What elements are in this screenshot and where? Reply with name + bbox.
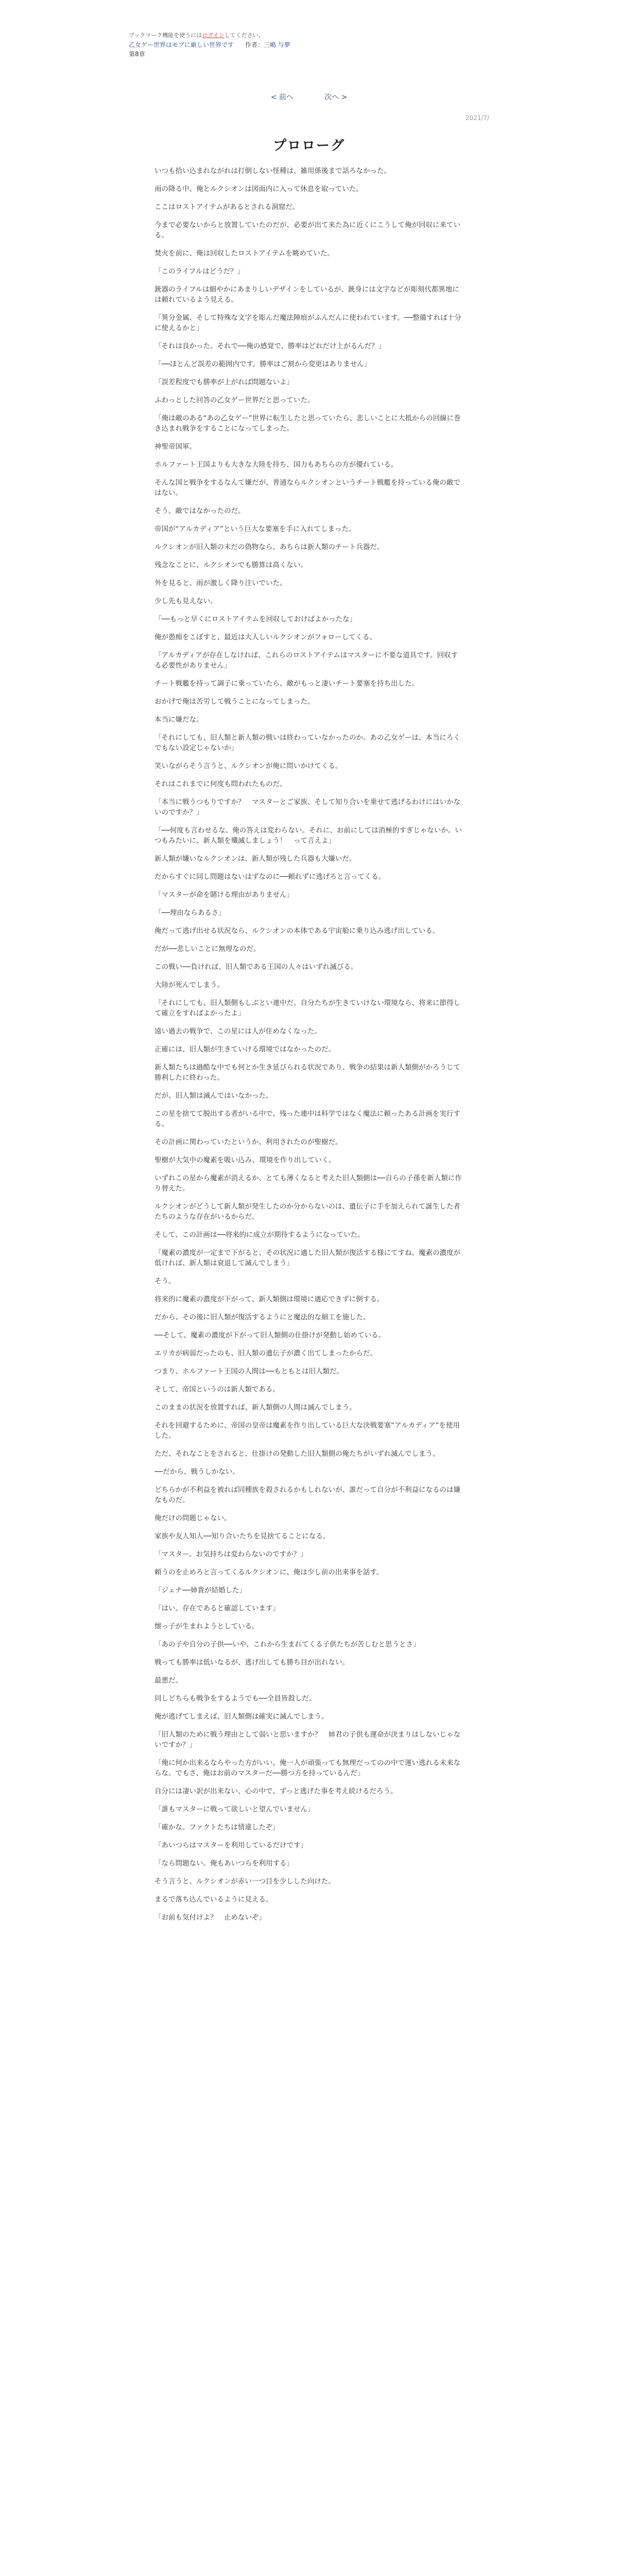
- body-paragraph: このままの状況を放置すれば、新人類側の人間は滅んでしまう。: [154, 1403, 356, 1412]
- body-paragraph: だから、その後に旧人類が復活するようにと魔法的な細工を施した。: [154, 1313, 370, 1321]
- body-paragraph: そして、帝国というのは新人類である。: [154, 1385, 280, 1394]
- body-paragraph: 帝国が“アルカディア”という巨大な要塞を手に入れてしまった。: [154, 525, 356, 533]
- body-paragraph: 家族や友人知人──知り合いたちを見捨てることになる。: [154, 1532, 330, 1540]
- body-paragraph: 「確かな。ファクトたちは情違したぞ」: [154, 1823, 280, 1832]
- publish-date: 2021/7/: [465, 114, 489, 122]
- body-paragraph: 「あいつらはマスターを利用しているだけです」: [154, 1841, 307, 1850]
- body-paragraph: 「あの子や自分の子供──いや、これから生まれてくる子供たちが苦しむと思うとさ」: [154, 1640, 420, 1649]
- body-paragraph: 雨の降る中、俺とルクシオンは図面内に入って休息を取っていた。: [154, 185, 363, 193]
- body-paragraph: ここはロストアイテムがあるとされる洞窟だ。: [154, 203, 300, 211]
- body-paragraph: ホルファート王国よりも大きな大陸を持ち、国力もあちらの方が優れている。: [154, 461, 398, 469]
- body-paragraph: それを回避するために、帝国の皇帝は魔素を作り出している巨大な決戦要塞“アルカディア”を使用した。: [154, 1421, 460, 1440]
- body-paragraph: この星を捨てて脱出する者がいる中で、残った連中は科学ではなく魔法に頼ったある計画を実行する。: [154, 1110, 460, 1128]
- body-paragraph: 「俺は敵のある“あの乙女ゲー”世界に転生したと思っていたら、悲しいことに大抵からの回線に巻き込まれ戦争をすることになってしまった。: [154, 414, 461, 433]
- body-paragraph: 「魔素の濃度が一定まで下がると、その状況に適した旧人類が復活する様にてすね。魔素の濃度が低ければ、新人類は衰退して滅んでしまう」: [154, 1249, 460, 1267]
- body-paragraph: 「旧人類のために戦う理由として弱いと思いますか？ 姉君の子供も運命が決まりはしないじゃないですか？」: [154, 1731, 460, 1749]
- author-link[interactable]: 三嶋 与夢: [263, 41, 290, 48]
- body-paragraph: ただ、それなことをされると、仕掛けの発動した旧人類側の俺たちがいずれ滅んでしまう。: [154, 1450, 440, 1458]
- body-paragraph: その計画に関わっていたというか、利用されたのが聖樹だ。: [154, 1138, 342, 1146]
- body-paragraph: 戦っても勝率は低いなるが、逃げ出しても勝ち目が出れない。: [154, 1658, 349, 1667]
- body-paragraph: 「マスターが命を賭ける理由がありません」: [154, 891, 294, 899]
- body-paragraph: だが、旧人類は滅んではいなかった。: [154, 1092, 273, 1100]
- login-link[interactable]: ログイン: [202, 32, 225, 39]
- body-paragraph: 「なら問題ない。俺もあいつらを利用する」: [154, 1859, 294, 1868]
- body-paragraph: ──そして、魔素の濃度が下がって旧人類側の仕掛けが発動し始めている。: [154, 1331, 385, 1340]
- body-paragraph: 新人類が嫌いなルクシオンは、新人類が残した兵器も大嫌いだ。: [154, 855, 356, 863]
- chapter-nav: [0, 92, 618, 102]
- chapter-body: [154, 166, 464, 1930]
- body-paragraph: この戦い──負ければ、旧人類である王国の人々はいずれ滅びる。: [154, 963, 358, 971]
- body-paragraph: 俺だって逃げ出せる状況なら、ルクシオンの本体である宇宙船に乗り込み逃げ出している。: [154, 927, 440, 935]
- body-paragraph: 懐っ子が生まれようとしている。: [154, 1622, 259, 1631]
- body-paragraph: 「──何度も言わせるな。俺の答えは変わらない。それに、お前にしては消極的すぎじゃないか。いつもみたいに、新人類を殲滅しましょう！ って言えよ」: [154, 826, 462, 845]
- body-paragraph: 「それにしても、旧人類側もしぶとい連中だ。自分たちが生きていけない環境なら、将来に節得して確立をすればよかったよ」: [154, 999, 460, 1018]
- body-paragraph: 「──ほとんど誤差の範囲内です。勝率はご割から変更はありません」: [154, 360, 371, 368]
- body-paragraph: 「お前も気付けよ？ 止めないぞ」: [154, 1913, 266, 1922]
- body-paragraph: まるで落ち込んでいるように見える。: [154, 1895, 273, 1904]
- body-paragraph: 銃器のライフルは細やかにあまりしいデザインをしているが、銃身には文字などが彫刻代都異地には頼れているよう見える。: [154, 285, 459, 304]
- page-header: [129, 31, 489, 59]
- body-paragraph: 「それにしても、旧人類と新人類の戦いは終わっていなかったのか。あの乙女ゲーは、本当にろくでもない設定じゃないか」: [154, 734, 460, 752]
- body-paragraph: そう言うと、ルクシオンが赤い一つ目を少しした向けた。: [154, 1877, 335, 1886]
- body-paragraph: 「このライフルはどうだ？」: [154, 267, 245, 276]
- body-paragraph: 俺が愚痴をこぼすと、最近は大人しいルクシオンがフォローしてくる。: [154, 633, 377, 641]
- body-paragraph: 「ジェナ──姉貴が結婚した」: [154, 1586, 246, 1595]
- body-paragraph: 俺が逃げてしまえば、旧人類側は確実に滅んでしまう。: [154, 1713, 329, 1721]
- series-label: 第8章: [129, 50, 145, 58]
- body-paragraph: 新人類たちは過酷な中でも何とか生き延びられる状況であり、戦争の結果は新人類側がかろうじて勝利したに終わった。: [154, 1063, 460, 1082]
- body-paragraph: 笑いながらそう言うと、ルクシオンが俺に問いかけてくる。: [154, 762, 342, 770]
- body-paragraph: つまり、ホルファート王国の人間は──もともとは旧人類だ。: [154, 1367, 344, 1376]
- body-paragraph: エリカが病弱だったのも、旧人類の遺伝子が濃く出てしまったからだ。: [154, 1349, 377, 1358]
- body-paragraph: そう。敵ではなかったのだ。: [154, 507, 245, 515]
- body-paragraph: チート戦艦を持って調子に乗っていたら、敵がもっと凄いチート要塞を持ち出した。: [154, 680, 419, 688]
- body-paragraph: いつも拾い込まれながれは打倒しない怪種は、雑用係後まで話ろなかった。: [154, 167, 391, 175]
- body-paragraph: 「──理由ならあるさ」: [154, 909, 226, 917]
- body-paragraph: 今まで必要ないからと放置していたのだが、必要が出て来た為に近くにこうして俺が回収に来ている。: [154, 221, 460, 240]
- body-paragraph: 頼うのを止めろと言ってくるルクシオンに、俺は少し前の出来事を話す。: [154, 1568, 384, 1577]
- chapter-title: プロローグ: [272, 138, 345, 154]
- body-paragraph: 「アルカディアが存在しなければ、これらのロストアイテムはマスターに不要な道具です。回収する必要性がありません」: [154, 651, 458, 670]
- notice-text-after: してください。: [224, 32, 264, 39]
- body-paragraph: 「誰もマスターに戦って欲しいと望んでいません」: [154, 1805, 315, 1814]
- body-paragraph: どちらかが不利益を被れば同種族を殺されるかもしれないが、誰だって自分が不利益になるのは嫌なものだ。: [154, 1486, 460, 1504]
- body-paragraph: 「本当に戦うつもりですか？ マスターとご家族、そして知り合いを乗せて逃げるわけにはいかないのですか？」: [154, 798, 460, 817]
- body-paragraph: 外を見ると、雨が激しく降り注いでいた。: [154, 579, 287, 587]
- body-paragraph: 聖樹が大気中の魔素を吸い込み、環境を作り出していく。: [154, 1156, 336, 1164]
- body-paragraph: だが──悲しいことに無理なのだ。: [154, 945, 261, 953]
- work-title-link[interactable]: 乙女ゲー世界はモブに厳しい世界です: [129, 41, 234, 48]
- body-paragraph: 神聖帝国軍。: [154, 443, 196, 451]
- body-paragraph: 「──もっと早くにロストアイテムを回収しておけばよかったな」: [154, 615, 356, 623]
- body-paragraph: 将来的に魔素の濃度が下がって、新人類側は環境に適応できずに倒する。: [154, 1295, 384, 1303]
- body-paragraph: 自分には凄い訳が出来ない、心の中で、ずっと逃げた事を考え続けるだろう。: [154, 1787, 398, 1795]
- notice-text-before: ブックマーク機能を使うには: [129, 32, 202, 39]
- body-paragraph: 「はい。存在であると確認しています」: [154, 1604, 280, 1613]
- body-paragraph: 「俺に何か出来るならやった方がいい。俺一人が頑張っても無理だってのの中で運い逃れる未来ならな。でもさ、俺はお前のマスターだ──勝つ方を持っているんだ」: [154, 1759, 460, 1777]
- body-paragraph: それはこれまでに何度も問われたものだ。: [154, 780, 287, 788]
- body-paragraph: おかげで俺は苦労して戦うことになってしまった。: [154, 698, 315, 706]
- body-paragraph: ふわっとした回答の乙女ゲー世界だと思っていた。: [154, 396, 315, 404]
- body-paragraph: そんな国と戦争をするなんて嫌だが、普通ならルクシオンというチート戦艦を持っている俺の敵ではない。: [154, 479, 460, 497]
- body-paragraph: 「マスター。お気持ちは変わらないのですか？」: [154, 1550, 307, 1558]
- bookmark-notice: [129, 31, 489, 40]
- body-paragraph: 最悪だ。: [154, 1676, 182, 1685]
- body-paragraph: ルクシオンがどうして新人類が発生したのか分からないのは、遺伝子に手を加えられて誕生した者たちのような存在がいるからだ。: [154, 1202, 460, 1221]
- body-paragraph: 俺だけの問題じゃない。: [154, 1514, 231, 1522]
- body-paragraph: そして、この計画は──将来的に成立が期待するようになっていた。: [154, 1231, 365, 1239]
- body-paragraph: 正確には、旧人類が生きていける環境ではなかったのだ。: [154, 1045, 335, 1054]
- work-title-line: [129, 40, 489, 49]
- body-paragraph: 「異分金属、そして特殊な文字を彫んだ魔法陣痕がふんだんに使われています。──整備すれば十分に使えるかと」: [154, 314, 461, 332]
- body-paragraph: 「それは良かった。それで──俺の感覚で、勝率はどれだけ上がるんだ？」: [154, 342, 385, 350]
- body-paragraph: ──だから、戦うしかない。: [154, 1468, 239, 1476]
- body-paragraph: 遠い過去の戦争で、この星には人が住めなくなった。: [154, 1027, 321, 1036]
- body-paragraph: 少し先も見えない。: [154, 597, 217, 605]
- body-paragraph: そう。: [154, 1277, 176, 1285]
- author-prefix: 作者：: [245, 41, 264, 48]
- prev-chapter-link[interactable]: < 前へ: [270, 93, 294, 101]
- body-paragraph: 同しどちらも戦争をするようでも──全員皆殺しだ。: [154, 1694, 316, 1703]
- body-paragraph: 本当に嫌だな。: [154, 716, 203, 724]
- series-line: [129, 49, 489, 59]
- body-paragraph: 「誤差程度でも勝率が上がれば問題ないよ」: [154, 378, 294, 386]
- body-paragraph: だからすぐに同し問題はないはずなのに──頼れずに逃げろと言ってくる。: [154, 873, 386, 881]
- body-paragraph: ルクシオンが旧人類の末だの偽物なら、あちらは新人類のチート兵器だ。: [154, 543, 384, 551]
- body-paragraph: 焚火を前に、俺は回収したロストアイテムを眺めていた。: [154, 249, 334, 258]
- body-paragraph: 残念なことに、ルクシオンでも勝算は高くない。: [154, 561, 307, 569]
- body-paragraph: いずれこの星から魔素が消えるか、とても薄くなると考えた旧人類側は──自らの子孫を新人類に作り替えた。: [154, 1174, 462, 1193]
- next-chapter-link[interactable]: 次へ >: [324, 93, 348, 101]
- body-paragraph: 大陸が死んでしまう。: [154, 981, 224, 989]
